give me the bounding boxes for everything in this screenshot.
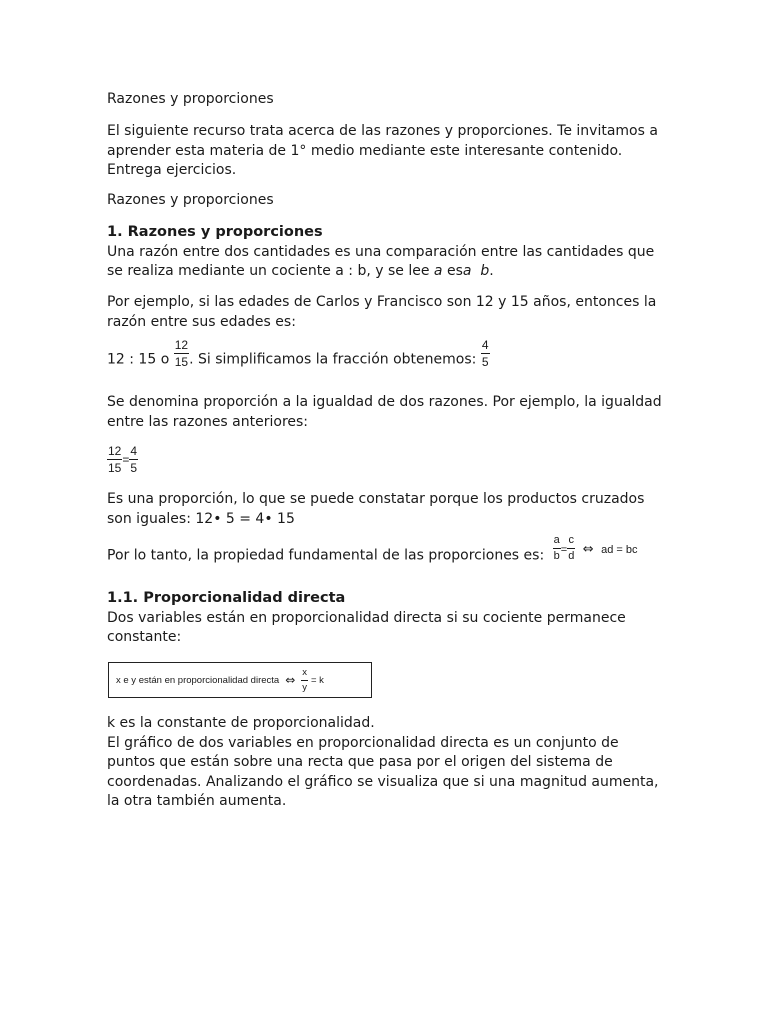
double-arrow-icon: ⇔: [582, 541, 594, 557]
proportion-definition: Se denomina proporción a la igualdad de dos razones. Por ejemplo, la igualdad entre las razones anteriores:: [107, 394, 662, 430]
equation-left-fraction: $\frac{12}{15}$: [108, 444, 122, 475]
fraction-12-15: $\frac{12}{15}$: [174, 338, 189, 369]
direct-proportionality-formula-box: [108, 662, 372, 698]
section-1-heading: 1. Razones y proporciones: [107, 224, 323, 240]
example-paragraph: Por ejemplo, si las edades de Carlos y Francisco son 12 y 15 años, entonces la razón entre sus edades es:: [107, 294, 657, 330]
section-1-1-heading: 1.1. Proporcionalidad directa: [107, 590, 346, 606]
ratio-definition: Una razón entre dos cantidades es una comparación entre las cantidades que se realiza mediante un cociente a : b, y se lee a esa b.: [107, 243, 655, 279]
graph-description: El gráfico de dos variables en proporcionalidad directa es un conjunto de puntos que están sobre una recta que pasa por el origen del sistema de coordenadas. Analizando el gráfico se visualiza que si una magnitud aumenta, la otra también aumenta.: [107, 734, 659, 809]
property-right-side: ad = bc: [601, 543, 638, 556]
equals-sign: =: [122, 452, 130, 467]
fraction-a-b: $\frac{a}{b}$: [553, 534, 560, 562]
constant-definition: k es la constante de proporcionalidad.: [107, 715, 375, 731]
ratio-example-line: [107, 338, 667, 374]
ratio-mid-text: . Si simplificamos la fracción obtenemos:: [189, 351, 477, 368]
equation-right-fraction: $\frac{4}{5}$: [130, 444, 138, 475]
section-1-1: [107, 589, 667, 648]
proportion-equation: [107, 445, 667, 474]
intro-paragraph: El siguiente recurso trata acerca de las razones y proporciones. Te invitamos a aprender esta materia de 1° medio mediante este interesante contenido. Entrega ejercicios.: [107, 123, 658, 178]
closing-text: [107, 714, 667, 812]
box-double-arrow-icon: ⇔: [285, 673, 296, 687]
fundamental-property-text: Por lo tanto, la propiedad fundamental de las proporciones es:: [107, 547, 545, 564]
cross-products-paragraph: Es una proporción, lo que se puede constatar porque los productos cruzados son iguales: 12• 5 = 4• 15: [107, 491, 645, 527]
section-1: [107, 223, 667, 282]
subtitle: Razones y proporciones: [107, 192, 274, 208]
box-fraction-x-y: $\frac{x}{y}$: [302, 667, 307, 693]
direct-proportionality-definition: Dos variables están en proporcionalidad directa si su cociente permanece constante:: [107, 609, 626, 645]
property-equals-sign: =: [560, 543, 568, 556]
fundamental-property-line: [107, 534, 667, 569]
box-text: x e y están en proporcionalidad directa: [116, 674, 280, 686]
ratio-prefix: 12 : 15 o: [107, 351, 170, 368]
fraction-4-5: $\frac{4}{5}$: [481, 338, 489, 369]
document-title: Razones y proporciones: [107, 91, 274, 107]
fraction-c-d: $\frac{c}{d}$: [568, 534, 575, 562]
box-equals-k: = k: [311, 674, 324, 686]
